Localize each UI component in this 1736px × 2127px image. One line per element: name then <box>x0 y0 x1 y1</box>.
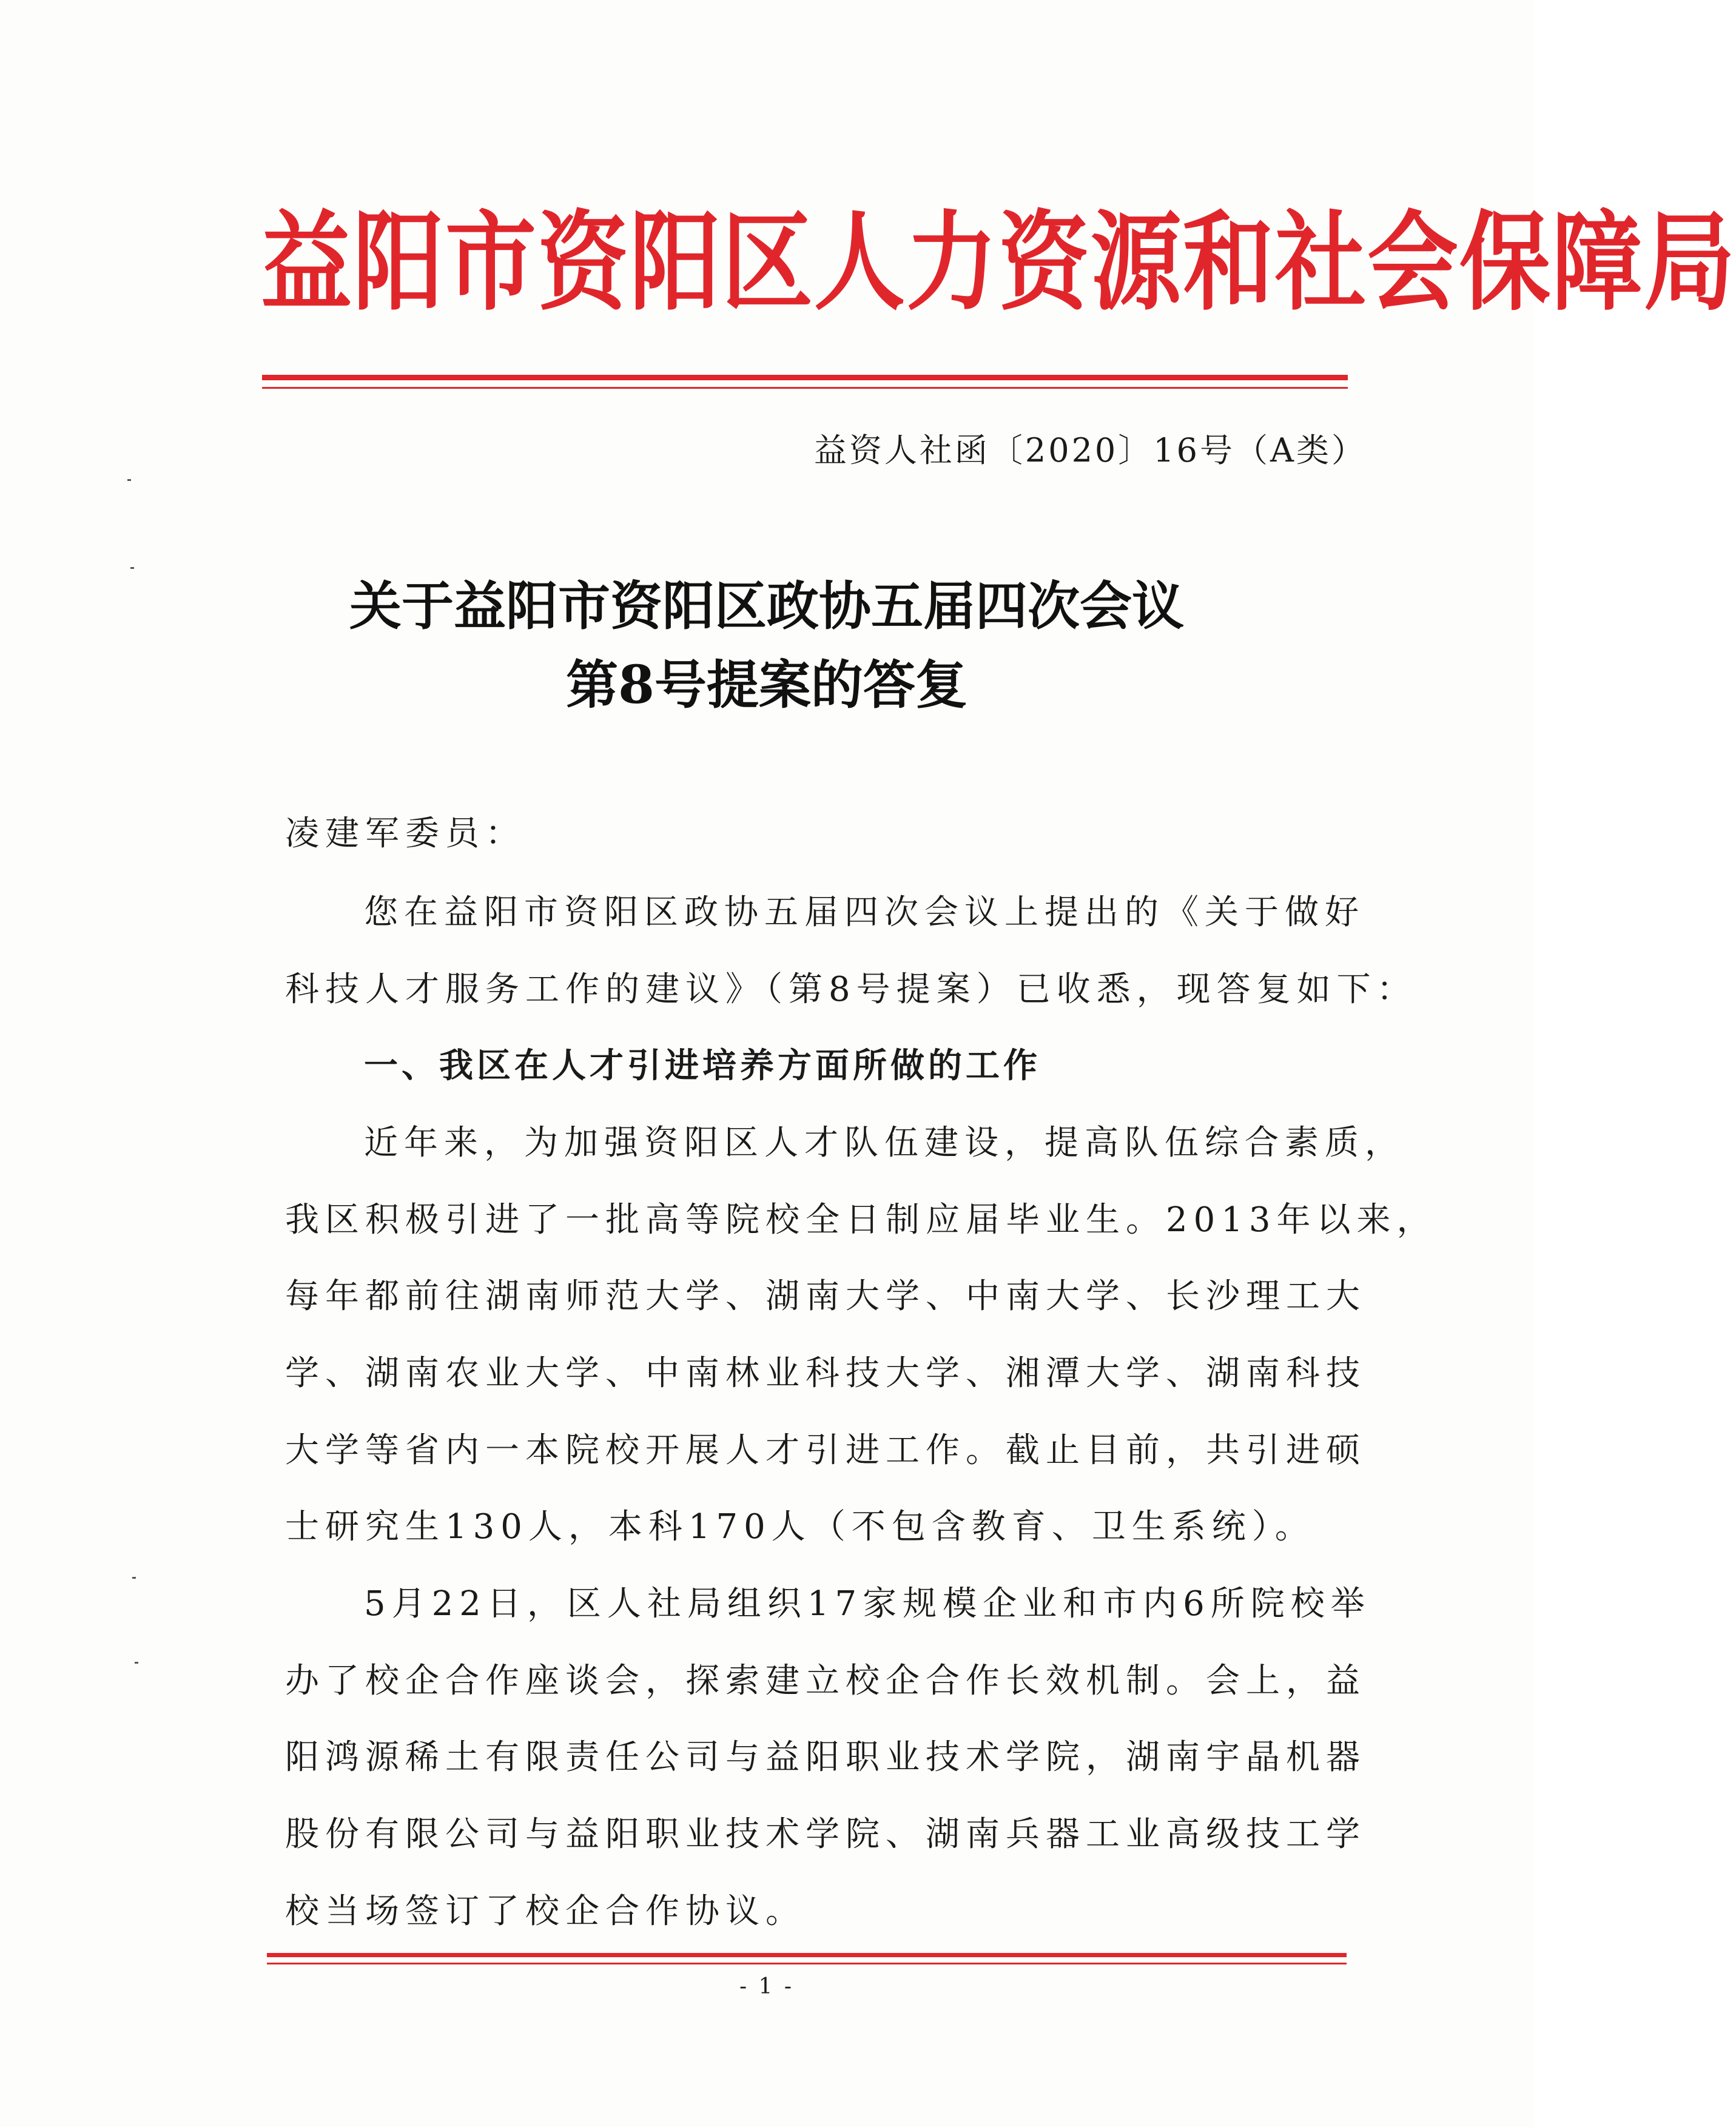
paragraph-2-line-4: 股份有限公司与益阳职业技术学院、湖南兵器工业高级技工学 <box>285 1815 1366 1854</box>
paragraph-1-line-4: 学、湖南农业大学、中南林业科技大学、湘潭大学、湖南科技 <box>285 1354 1366 1393</box>
paragraph-2-line-3: 阳鸿源稀土有限责任公司与益阳职业技术学院，湖南宇晶机器 <box>285 1738 1366 1777</box>
intro-line-2: 科技人才服务工作的建议》（第8号提案）已收悉，现答复如下： <box>285 970 1417 1009</box>
paragraph-1-line-5: 大学等省内一本院校开展人才引进工作。截止目前，共引进硕 <box>285 1431 1366 1470</box>
intro-line-1: 您在益阳市资阳区政协五届四次会议上提出的《关于做好 <box>364 893 1365 932</box>
masthead-red-rule-thin <box>262 387 1348 389</box>
agency-masthead: 益阳市资阳区人力资源和社会保障局 <box>261 199 1736 326</box>
scan-speck <box>132 1577 136 1579</box>
scan-speck <box>127 479 131 481</box>
paragraph-2-line-1: 5月22日，区人社局组织17家规模企业和市内6所院校举 <box>364 1584 1371 1624</box>
footer-red-rule <box>267 1953 1347 1957</box>
section-heading-1: 一、我区在人才引进培养方面所做的工作 <box>364 1046 1041 1086</box>
scan-speck <box>130 567 134 569</box>
document-title-line2: 第8号提案的答复 <box>566 654 967 716</box>
scan-speck <box>135 1662 138 1664</box>
salutation: 凌建军委员： <box>285 814 525 853</box>
paragraph-1-line-2: 我区积极引进了一批高等院校全日制应届毕业生。2013年以来， <box>285 1200 1437 1240</box>
paragraph-2-line-5: 校当场签订了校企合作协议。 <box>285 1892 806 1931</box>
paragraph-2-line-2: 办了校企合作座谈会，探索建立校企合作长效机制。会上，益 <box>285 1661 1366 1701</box>
document-title-line1: 关于益阳市资阳区政协五届四次会议 <box>349 576 1184 637</box>
page-number: - 1 - <box>739 1974 795 1999</box>
paragraph-1-line-3: 每年都前往湖南师范大学、湖南大学、中南大学、长沙理工大 <box>285 1277 1366 1316</box>
document-number: 益资人社函〔2020〕16号（A类） <box>813 431 1367 469</box>
paragraph-1-line-6: 士研究生130人，本科170人（不包含教育、卫生系统）。 <box>285 1507 1315 1547</box>
footer-red-rule-thin <box>267 1963 1347 1964</box>
masthead-red-rule <box>262 375 1348 380</box>
paragraph-1-line-1: 近年来，为加强资阳区人才队伍建设，提高队伍综合素质， <box>364 1123 1405 1163</box>
